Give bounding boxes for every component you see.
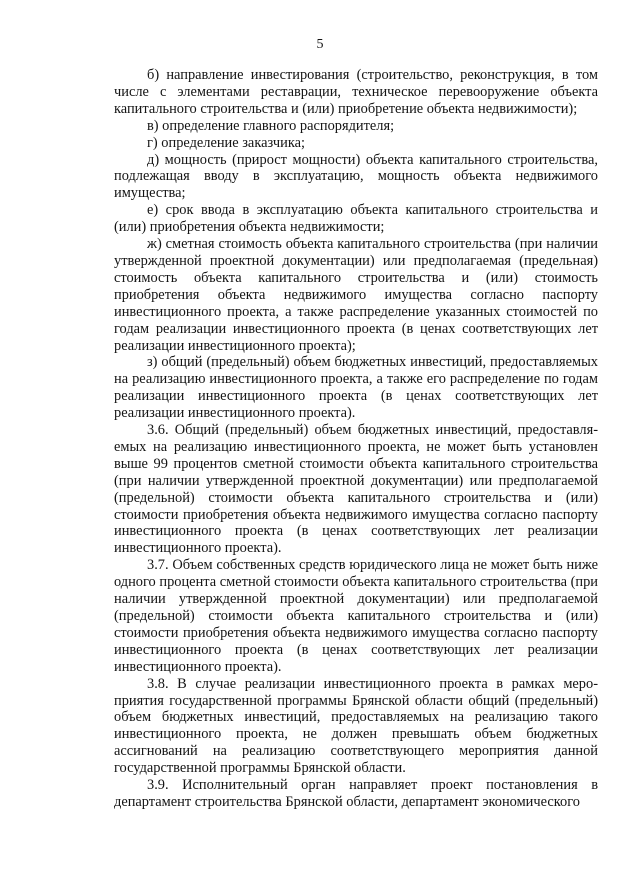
- document-body: [114, 67, 598, 811]
- paragraph-section-3-6: 3.6. Общий (предельный) объем бюджетных инвестиций, предоставляемых на реализацию инвестиционного проекта, не может быть установлен выше 99 процентов сметной стоимости объекта капитального строительства (при наличии утвержденной проектной документации) или предполагаемой (предельной) стоимости объекта капитального строительства и (или) стоимости приобретения объекта недвижимого имущества согласно паспорту инвестиционного проекта (в ценах соответствующих лет реализации инвестиционного проекта).: [114, 422, 598, 557]
- paragraph-item-b: б) направление инвестирования (строительство, реконструкция, в том числе с элементами реставрации, техническое перевооружение объекта капитального строительства и (или) приобретение объекта недвижимости);: [114, 67, 598, 117]
- page-number: 5: [316, 37, 324, 52]
- paragraph-item-z: з) общий (предельный) объем бюджетных инвестиций, предоставляемых на реализацию инвестиционного проекта, а также его распределение по годам реализации инвестиционного проекта (в ценах соответствующих лет реализации инвестиционного проекта).: [114, 354, 598, 422]
- paragraph-section-3-8: 3.8. В случае реализации инвестиционного проекта в рамках мероприятия государственной программы Брянской области общий (предельный) объем бюджетных инвестиций, предоставляемых на реализацию такого инвестиционного проекта, не должен превышать объем бюджетных ассигнований на реализацию соответствующего мероприятия данной государственной программы Брянской области.: [114, 675, 598, 777]
- paragraph-item-v: в) определение главного распорядителя;: [147, 117, 395, 134]
- paragraph-item-g: г) определение заказчика;: [147, 134, 305, 151]
- paragraph-section-3-7: 3.7. Объем собственных средств юридического лица не может быть ниже одного процента сметной стоимости объекта капитального строительства (при наличии утвержденной проектной документации) или предполагаемой (предельной) стоимости объекта капитального строительства и (или) стоимости приобретения объекта недвижимого имущества согласно паспорту инвестиционного проекта (в ценах соответствующих лет реализации инвестиционного проекта).: [114, 557, 598, 675]
- paragraph-item-e: е) срок ввода в эксплуатацию объекта капитального строительства и (или) приобретения объекта недвижимости;: [114, 202, 598, 236]
- paragraph-section-3-9: 3.9. Исполнительный орган направляет проект постановления в департамент строительства Брянской области, департамент экономического: [114, 777, 598, 810]
- paragraph-item-zh: ж) сметная стоимость объекта капитального строительства (при наличии утвержденной проектной документации) или предполагаемая (предельная) стоимость объекта капитального строительства и (или) стоимость приобретения объекта недвижимого имущества согласно паспорту инвестиционного проекта, а также распределение указанных стоимостей по годам реализации инвестиционного проекта (в ценах соответствующих лет реализации инвестиционного проекта);: [114, 236, 598, 354]
- paragraph-item-d: д) мощность (прирост мощности) объекта капитального строительства, подлежащая вводу в эксплуатацию, мощность объекта недвижимого имущества;: [114, 151, 598, 202]
